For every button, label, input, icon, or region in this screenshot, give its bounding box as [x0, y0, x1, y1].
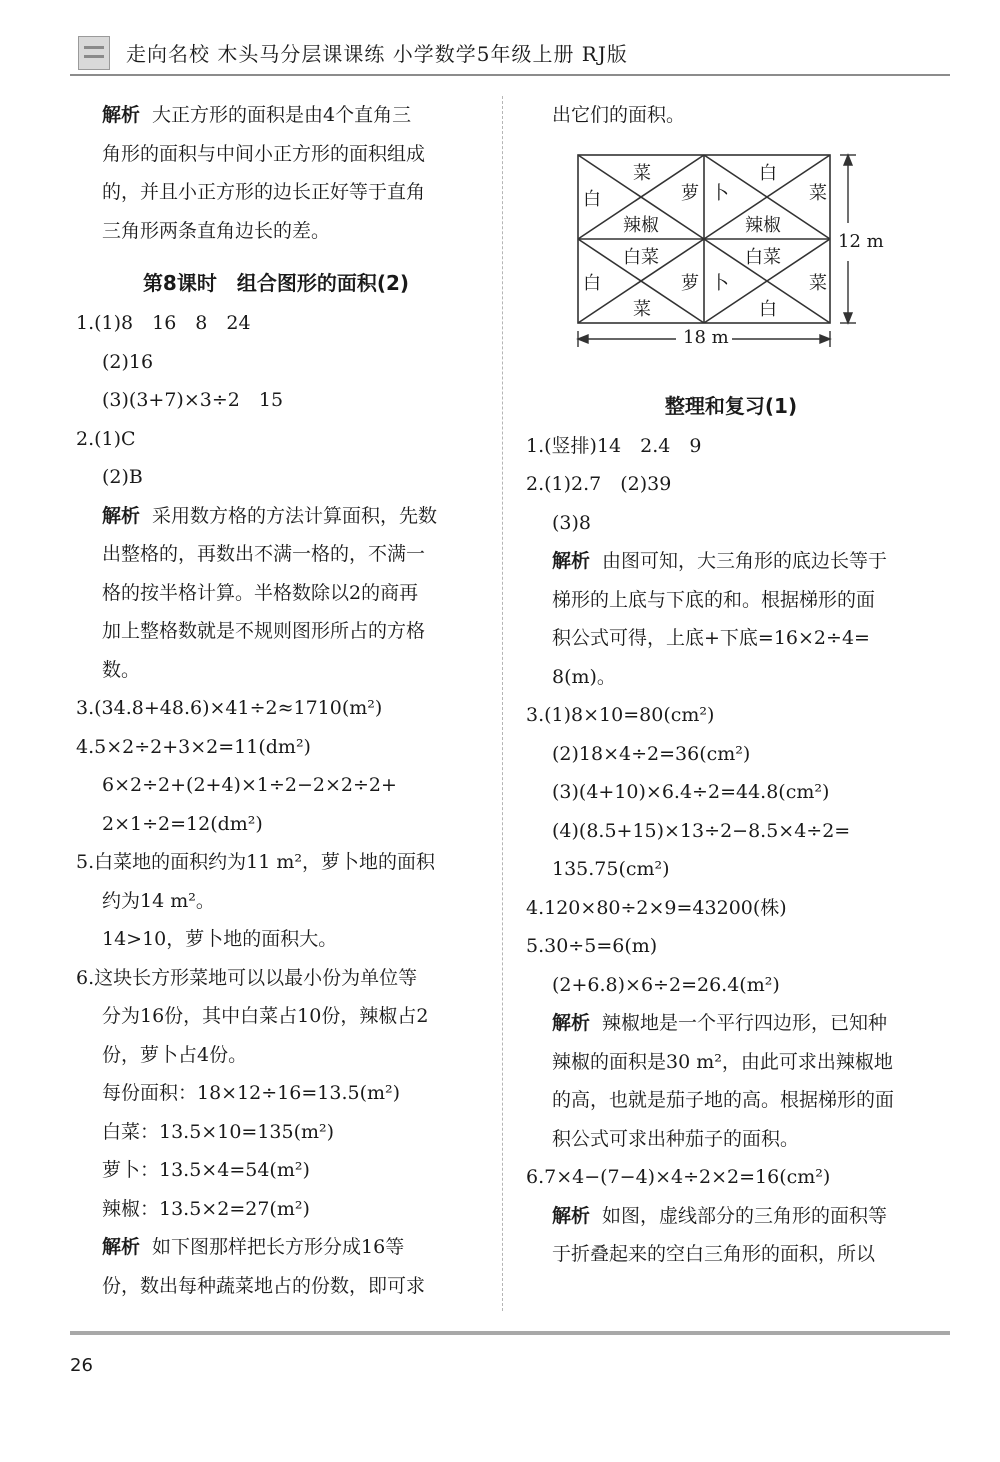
text-line: 6×2÷2+(2+4)×1÷2−2×2÷2+: [102, 774, 397, 796]
footer-rule: [70, 1331, 950, 1335]
analysis-label: 解析: [552, 550, 591, 572]
analysis-text: 由图可知，大三角形的底边长等于: [602, 550, 888, 572]
text-line: (3)(3+7)×3÷2 15: [102, 389, 284, 411]
text-line: 每份面积：18×12÷16=13.5(m²): [102, 1082, 401, 1104]
analysis-label: 解析: [552, 1012, 591, 1034]
right-column: [526, 96, 936, 1274]
answer-line: 5.30÷5=6(m): [526, 935, 658, 957]
diagram-cell-label: 白菜: [623, 246, 659, 268]
header-title: 走向名校 木头马分层课课练 小学数学5年级上册 RJ版: [126, 42, 628, 66]
text-line: 数。: [102, 658, 141, 681]
diagram-cell-label: 菜: [633, 298, 651, 320]
text-line: 萝卜：13.5×4=54(m²): [102, 1159, 310, 1181]
text-line: 出整格的，再数出不满一格的，不满一: [102, 543, 426, 565]
analysis-line: [76, 96, 476, 135]
diagram-cell-label: 白: [583, 272, 601, 294]
text-line: (2+6.8)×6÷2=26.4(m²): [552, 973, 780, 996]
analysis-text: 采用数方格的方法计算面积，先数: [152, 504, 438, 527]
text-line: 三角形两条直角边长的差。: [102, 219, 331, 242]
text-line: 135.75(cm²): [552, 858, 670, 880]
answer-line: 6.7×4−(7−4)×4÷2×2=16(cm²): [526, 1166, 831, 1188]
text-line: 的高，也就是茄子地的高。根据梯形的面: [552, 1089, 895, 1111]
analysis-text: 如下图那样把长方形分成16等: [152, 1236, 405, 1258]
diagram-cell-label: 白: [583, 188, 601, 210]
section-title: 第8课时 组合图形的面积(2): [142, 271, 410, 295]
diagram-cell-label: 菜: [633, 162, 651, 184]
analysis-line: [76, 497, 476, 536]
analysis-line: [526, 1197, 936, 1236]
diagram-cell-label: 白: [759, 298, 777, 320]
text-line: (2)18×4÷2=36(cm²): [552, 742, 751, 765]
analysis-text: 如图，虚线部分的三角形的面积等: [602, 1204, 888, 1227]
answer-line: 2.(1)2.7 (2)39: [526, 473, 672, 495]
analysis-label: 解析: [102, 504, 141, 527]
diagram-width-label: 18 m: [680, 327, 732, 348]
text-line: 格的按半格计算。半格数除以2的商再: [102, 581, 419, 604]
left-column: [76, 96, 476, 1305]
page-number: 26: [70, 1355, 93, 1376]
analysis-line: [76, 1228, 476, 1267]
answer-line: 4.120×80÷2×9=43200(株): [526, 896, 787, 919]
text-line: 出它们的面积。: [552, 104, 686, 126]
text-line: 积公式可求出种茄子的面积。: [552, 1127, 800, 1150]
diagram-cell-label: 白: [759, 162, 777, 184]
analysis-line: [526, 1004, 936, 1043]
text-line: (4)(8.5+15)×13÷2−8.5×4÷2=: [552, 819, 851, 842]
text-line: 白菜：13.5×10=135(m²): [102, 1120, 335, 1143]
text-line: 梯形的上底与下底的和。根据梯形的面: [552, 588, 876, 611]
right-column-top: [526, 96, 936, 135]
answer-line: 3.(1)8×10=80(cm²): [526, 704, 715, 726]
text-line: 14>10，萝卜地的面积大。: [102, 928, 338, 950]
section-title: 整理和复习(1): [664, 393, 798, 418]
diagram-cell-label: 萝: [681, 272, 699, 294]
answer-line: 5.白菜地的面积约为11 m²，萝卜地的面积: [76, 851, 435, 873]
analysis-line: [526, 542, 936, 581]
text-line: (3)(4+10)×6.4÷2=44.8(cm²): [552, 781, 830, 803]
text-line: 2×1÷2=12(dm²): [102, 812, 263, 835]
answer-line: 1.(竖排)14 2.4 9: [526, 434, 702, 457]
text-line: 分为16份，其中白菜占10份，辣椒占2: [102, 1005, 429, 1027]
text-line: 辣椒：13.5×2=27(m²): [102, 1197, 310, 1220]
text-line: 于折叠起来的空白三角形的面积，所以: [552, 1243, 876, 1265]
diagram-cell-label: 白菜: [745, 246, 781, 268]
analysis-text: 大正方形的面积是由4个直角三: [152, 104, 412, 126]
text-line: 加上整格数就是不规则图形所占的方格: [102, 620, 426, 642]
diagram-height-label: 12 m: [838, 230, 884, 252]
text-line: (2)16: [102, 350, 154, 373]
diagram-cell-label: 菜: [809, 182, 827, 204]
text-line: (3)8: [552, 511, 592, 534]
diagram-cell-label: 菜: [809, 272, 827, 294]
diagram-cell-label: 辣椒: [623, 214, 659, 236]
header-rule: [70, 74, 950, 76]
analysis-text: 辣椒地是一个平行四边形，已知种: [602, 1012, 888, 1034]
answer-line: 1.(1)8 16 8 24: [76, 312, 251, 334]
text-line: 份，数出每种蔬菜地占的份数，即可求: [102, 1274, 426, 1297]
text-line: 份，萝卜占4份。: [102, 1043, 248, 1066]
text-line: (2)B: [102, 466, 143, 488]
answer-line: 4.5×2÷2+3×2=11(dm²): [76, 735, 311, 758]
text-line: 约为14 m²。: [102, 889, 215, 912]
text-line: 的，并且小正方形的边长正好等于直角: [102, 181, 426, 203]
page-header: [70, 30, 950, 74]
right-column-body: [526, 387, 936, 1274]
vegetable-field-diagram: [526, 143, 936, 373]
text-line: 积公式可得，上底+下底=16×2÷4=: [552, 627, 870, 649]
diagram-cell-label: 卜: [711, 272, 729, 294]
text-line: 角形的面积与中间小正方形的面积组成: [102, 142, 426, 165]
text-line: 8(m)。: [552, 665, 616, 688]
diagram-cell-label: 萝: [681, 182, 699, 204]
book-logo-icon: [78, 36, 110, 70]
analysis-label: 解析: [102, 1236, 141, 1258]
analysis-label: 解析: [552, 1204, 591, 1227]
text-line: 辣椒的面积是30 m²，由此可求出辣椒地: [552, 1050, 893, 1073]
analysis-label: 解析: [102, 104, 141, 126]
answer-line: 6.这块长方形菜地可以以最小份为单位等: [76, 966, 418, 989]
diagram-cell-label: 卜: [711, 182, 729, 204]
answer-line: 2.(1)C: [76, 427, 136, 450]
answer-line: 3.(34.8+48.6)×41÷2≈1710(m²): [76, 697, 383, 719]
column-divider: [502, 96, 503, 1311]
diagram-cell-label: 辣椒: [745, 214, 781, 236]
